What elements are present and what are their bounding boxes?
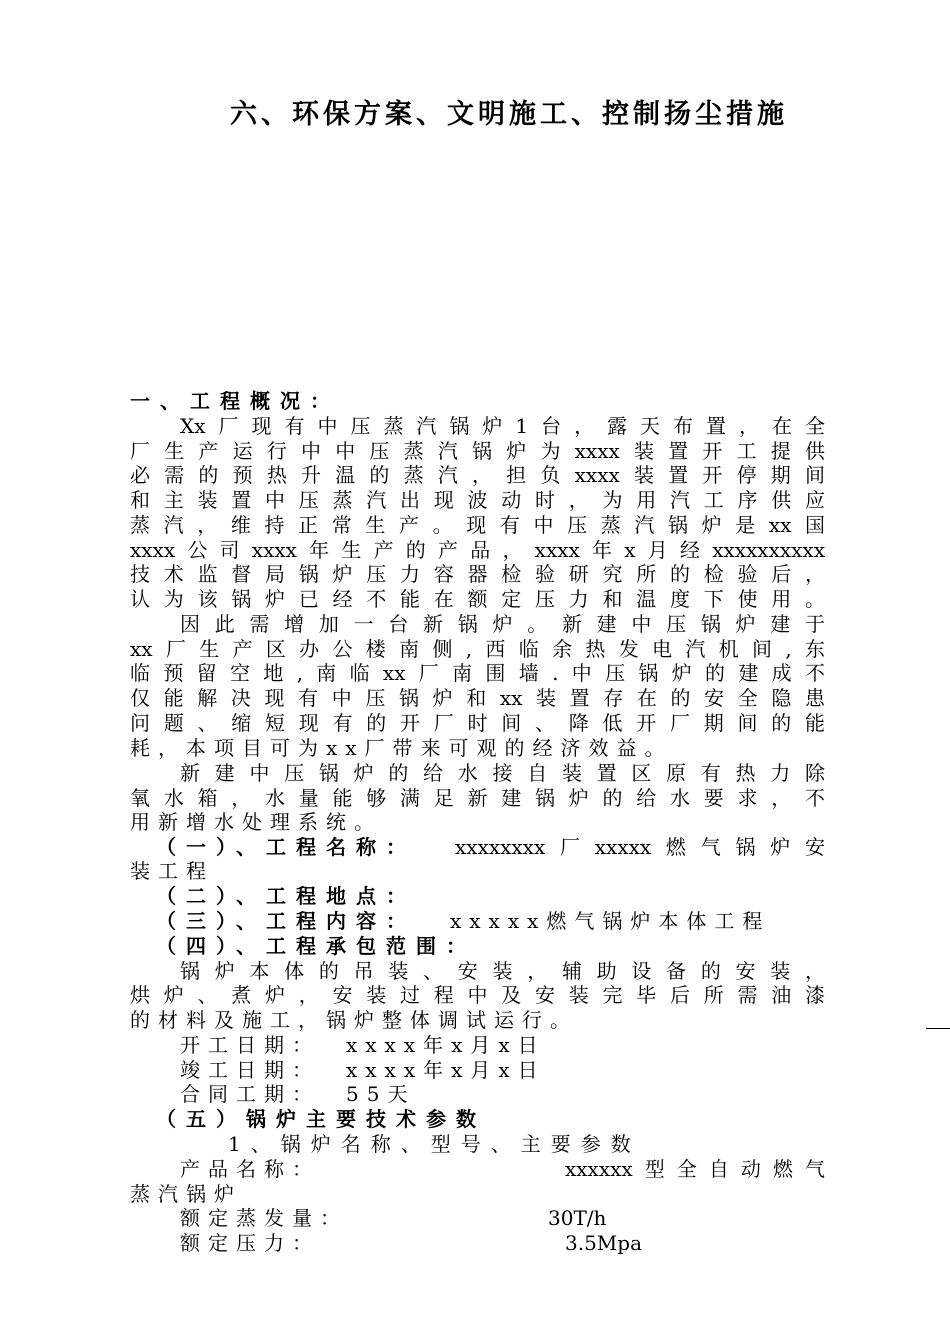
contract-period-label: 合同工期： [180,1082,320,1106]
contract-period-value: 55天 [346,1082,416,1106]
paragraph-line: 和主装置中压蒸汽出现波动时，为用汽工序供应 [130,488,825,512]
end-date-label: 竣工日期： [180,1058,320,1082]
paragraph-line: 仅能解决现有中压锅炉和xx装置存在的安全隐患 [130,686,825,710]
paragraph-line: 技术监督局锅炉压力容器检验研究所的检验后， [130,562,825,586]
tech-params-heading: （五）锅炉主要技术参数 [156,1107,486,1131]
page-edge-mark [926,1028,950,1029]
paragraph-line: 烘炉、煮炉，安装过程中及安装完毕后所需油漆 [130,983,825,1007]
product-name-label: 产品名称： [180,1157,320,1181]
paragraph-line: 因此需增加一台新锅炉。新建中压锅炉建于 [180,612,825,636]
project-scope-label: （四）、工程承包范围： [156,934,476,958]
rated-evaporation-label: 额定蒸发量： [180,1206,348,1230]
rated-pressure-label: 额定压力： [180,1231,320,1255]
rated-pressure-value: 3.5Mpa [565,1231,643,1255]
tech-params-subheading: 1、锅炉名称、型号、主要参数 [228,1132,641,1156]
paragraph-line: xxxx公司xxxx年生产的产品，xxxx年x月经xxxxxxxxxx [130,538,825,562]
section-heading-overview: 一、工程概况： [130,389,340,413]
paragraph-line: 厂生产运行中中压蒸汽锅炉为xxxx装置开工提供 [130,439,825,463]
paragraph-line: 锅炉本体的吊装、安装，辅助设备的安装， [180,959,825,983]
product-name-value-cont: 蒸汽锅炉 [130,1182,242,1206]
project-name-value: xxxxxxxx厂xxxxx燃气锅炉安 [455,835,825,859]
paragraph-line: 氧水箱，水量能够满足新建锅炉的给水要求，不 [130,786,825,810]
rated-evaporation-value: 30T/h [548,1206,607,1230]
paragraph-line: 蒸汽，维持正常生产。现有中压蒸汽锅炉是xx国 [130,513,825,537]
paragraph-line: Xx厂现有中压蒸汽锅炉1台，露天布置，在全 [180,414,825,438]
project-name-label: （一）、工程名称： [156,835,416,859]
project-content-value: xxxxx燃气锅炉本体工程 [450,909,771,933]
project-location-label: （二）、工程地点： [156,884,416,908]
page-title: 六、环保方案、文明施工、控制扬尘措施 [230,99,788,130]
paragraph-line: 认为该锅炉已经不能在额定压力和温度下使用。 [130,587,825,611]
paragraph-line: 问题、缩短现有的开厂时间、降低开厂期间的能 [130,711,825,735]
project-name-value-cont: 装工程 [130,859,214,883]
paragraph-line: 新建中压锅炉的给水接自装置区原有热力除 [180,761,825,785]
project-content-label: （三）、工程内容： [156,909,416,933]
product-name-value: xxxxxx型全自动燃气 [565,1157,825,1181]
paragraph-line: 的材料及施工，锅炉整体调试运行。 [130,1008,578,1032]
paragraph-line: 耗，本项目可为xx厂带来可观的经济效益。 [130,736,673,760]
paragraph-line: xx厂生产区办公楼南侧,西临余热发电汽机间,东 [130,637,825,661]
end-date-value: xxxx年x月x日 [346,1058,546,1082]
start-date-label: 开工日期： [180,1033,320,1057]
start-date-value: xxxx年x月x日 [346,1033,546,1057]
paragraph-line: 用新增水处理系统。 [130,810,382,834]
paragraph-line: 必需的预热升温的蒸汽，担负xxxx装置开停期间 [130,463,825,487]
paragraph-line: 临预留空地,南临xx厂南围墙.中压锅炉的建成不 [130,661,825,685]
